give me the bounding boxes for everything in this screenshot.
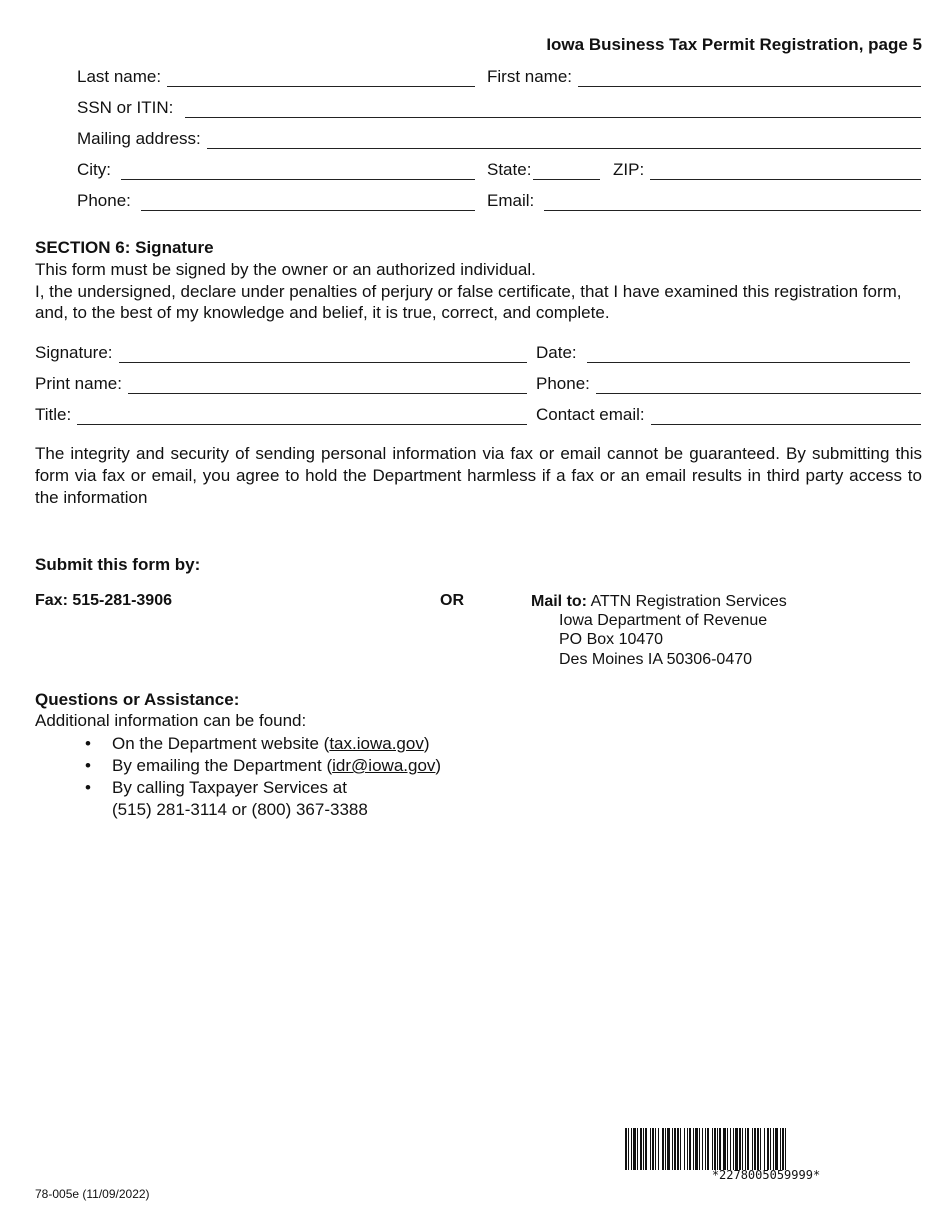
assistance-list xyxy=(35,733,441,821)
date-label: Date: xyxy=(536,343,577,362)
questions-heading: Questions or Assistance: xyxy=(35,690,240,709)
print-name-row xyxy=(0,372,950,394)
email-label: Email: xyxy=(487,191,535,210)
mail-line-3: PO Box 10470 xyxy=(559,631,664,648)
signature-row xyxy=(0,341,950,363)
city-label: City: xyxy=(77,160,111,179)
page-title: Iowa Business Tax Permit Registration, page 5 xyxy=(546,35,922,54)
zip-field[interactable] xyxy=(613,158,921,180)
phone-row xyxy=(0,189,950,211)
signature-field[interactable] xyxy=(35,341,527,363)
first-name-label: First name: xyxy=(487,67,573,86)
questions-intro: Additional information can be found: xyxy=(35,711,307,730)
mail-line-4: Des Moines IA 50306-0470 xyxy=(559,651,753,668)
barcode-image xyxy=(625,1128,907,1170)
section6-instruction: This form must be signed by the owner or an authorized individual. xyxy=(35,260,536,279)
mail-address-block xyxy=(531,592,787,612)
print-name-label: Print name: xyxy=(35,374,122,393)
contact-email-label: Contact email: xyxy=(536,405,645,424)
first-name-field[interactable] xyxy=(487,65,921,87)
date-field[interactable] xyxy=(536,341,910,363)
ssn-row xyxy=(0,96,950,118)
signer-phone-field[interactable] xyxy=(536,372,921,394)
mail-line-1: ATTN Registration Services xyxy=(590,593,787,610)
phone-label: Phone: xyxy=(77,191,131,210)
contact-email-field[interactable] xyxy=(536,403,921,425)
title-row xyxy=(0,403,950,425)
zip-label: ZIP: xyxy=(613,160,645,179)
title-field[interactable] xyxy=(35,403,527,425)
mail-line-2: Iowa Department of Revenue xyxy=(559,612,768,629)
section6-heading: SECTION 6: Signature xyxy=(35,238,214,257)
city-row xyxy=(0,158,950,180)
fax-number: Fax: 515-281-3906 xyxy=(35,592,172,609)
last-name-label: Last name: xyxy=(77,67,162,86)
mailing-row xyxy=(0,127,950,149)
list-item: • On the Department website (tax.iowa.gov) xyxy=(85,734,430,753)
print-name-field[interactable] xyxy=(35,372,527,394)
mailing-address-label: Mailing address: xyxy=(77,129,201,148)
last-name-field[interactable] xyxy=(77,65,475,87)
signer-phone-label: Phone: xyxy=(536,374,590,393)
barcode xyxy=(625,1128,907,1170)
mailing-address-field[interactable] xyxy=(77,127,921,149)
declaration-text: I, the undersigned, declare under penalties of perjury or false certificate, that I have examined this registration form, and, to the best of my knowledge and belief, it is true, correct, and complete. xyxy=(35,282,902,322)
disclaimer-text: The integrity and security of sending personal information via fax or email cannot be guaranteed. By submitting this form via fax or email, you agree to hold the Department harmless if a fax or an email results in third party access to the information xyxy=(35,444,922,507)
email-link[interactable]: idr@iowa.gov xyxy=(332,756,436,775)
website-link[interactable]: tax.iowa.gov xyxy=(329,734,424,753)
phone-field[interactable] xyxy=(77,189,475,211)
title-label: Title: xyxy=(35,405,72,424)
list-item: • By emailing the Department (idr@iowa.gov) xyxy=(85,756,442,775)
state-field[interactable] xyxy=(487,158,600,180)
barcode-text: *2278005059999* xyxy=(711,1168,821,1182)
mail-to-label: Mail to: xyxy=(531,593,587,610)
submit-heading: Submit this form by: xyxy=(35,555,201,574)
ssn-field[interactable] xyxy=(77,96,921,118)
state-label: State: xyxy=(487,160,532,179)
signature-label: Signature: xyxy=(35,343,113,362)
name-row xyxy=(0,65,950,87)
or-separator: OR xyxy=(440,592,464,609)
form-id: 78-005e (11/09/2022) xyxy=(35,1187,150,1201)
list-item: • By calling Taxpayer Services at (515) 281-3114 or (800) 367-3388 xyxy=(85,778,368,819)
email-field[interactable] xyxy=(487,189,921,211)
ssn-label: SSN or ITIN: xyxy=(77,98,174,117)
city-field[interactable] xyxy=(77,158,475,180)
